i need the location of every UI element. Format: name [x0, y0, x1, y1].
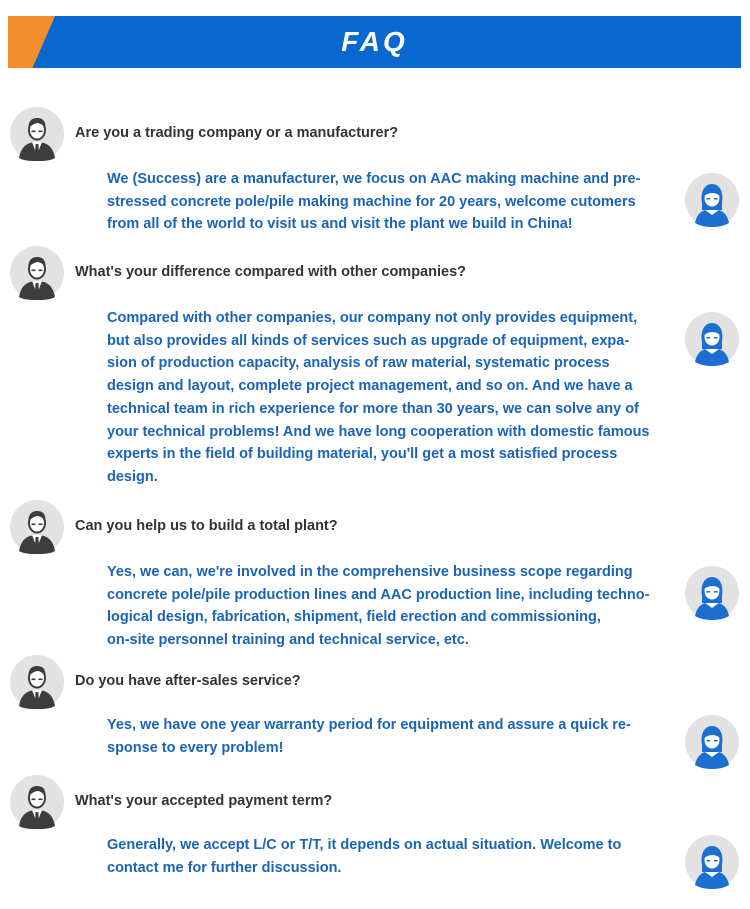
faq-answer: We (Success) are a manufacturer, we focus on AAC making machine and pre- stressed concrete pole/pile making machine for 20 years, welcome cutomers from all of the world to visit us and visit the plant we build in China! [107, 171, 641, 233]
customer-avatar-icon [10, 655, 64, 709]
faq-header [8, 16, 741, 68]
faq-question: Do you have after-sales service? [75, 673, 301, 689]
faq-answer: Compared with other companies, our company not only provides equipment, but also provides all kinds of services such as upgrade of equipment, expa- sion of production capacity, analysis of raw material, systematic process design and layout, complete project management, and so on. And we have a technical team in rich experience for more than 30 years, we can solve any of your technical problems! And we have long cooperation with domestic famous experts in the field of building material, you'll get a most satisfied process design. [107, 310, 650, 485]
faq-answer: Yes, we have one year warranty period for equipment and assure a quick re- sponse to every problem! [107, 717, 631, 756]
faq-answer: Generally, we accept L/C or T/T, it depends on actual situation. Welcome to contact me for further discussion. [107, 837, 622, 876]
support-agent-avatar-icon [685, 715, 739, 769]
support-agent-avatar-icon [685, 835, 739, 889]
faq-question: What's your difference compared with other companies? [75, 264, 466, 280]
customer-avatar-icon [10, 107, 64, 161]
page-title: FAQ [341, 26, 408, 57]
faq-answer: Yes, we can, we're involved in the comprehensive business scope regarding concrete pole/pile production lines and AAC production line, including techno- logical design, fabrication, shipment, field erection and commissioning, on-site personnel training and technical service, etc. [107, 564, 650, 649]
faq-question: What's your accepted payment term? [75, 793, 333, 809]
support-agent-avatar-icon [685, 312, 739, 366]
faq-question: Are you a trading company or a manufacturer? [75, 125, 399, 141]
faq-question: Can you help us to build a total plant? [75, 518, 338, 534]
support-agent-avatar-icon [685, 566, 739, 620]
customer-avatar-icon [10, 775, 64, 829]
customer-avatar-icon [10, 500, 64, 554]
support-agent-avatar-icon [685, 173, 739, 227]
customer-avatar-icon [10, 246, 64, 300]
